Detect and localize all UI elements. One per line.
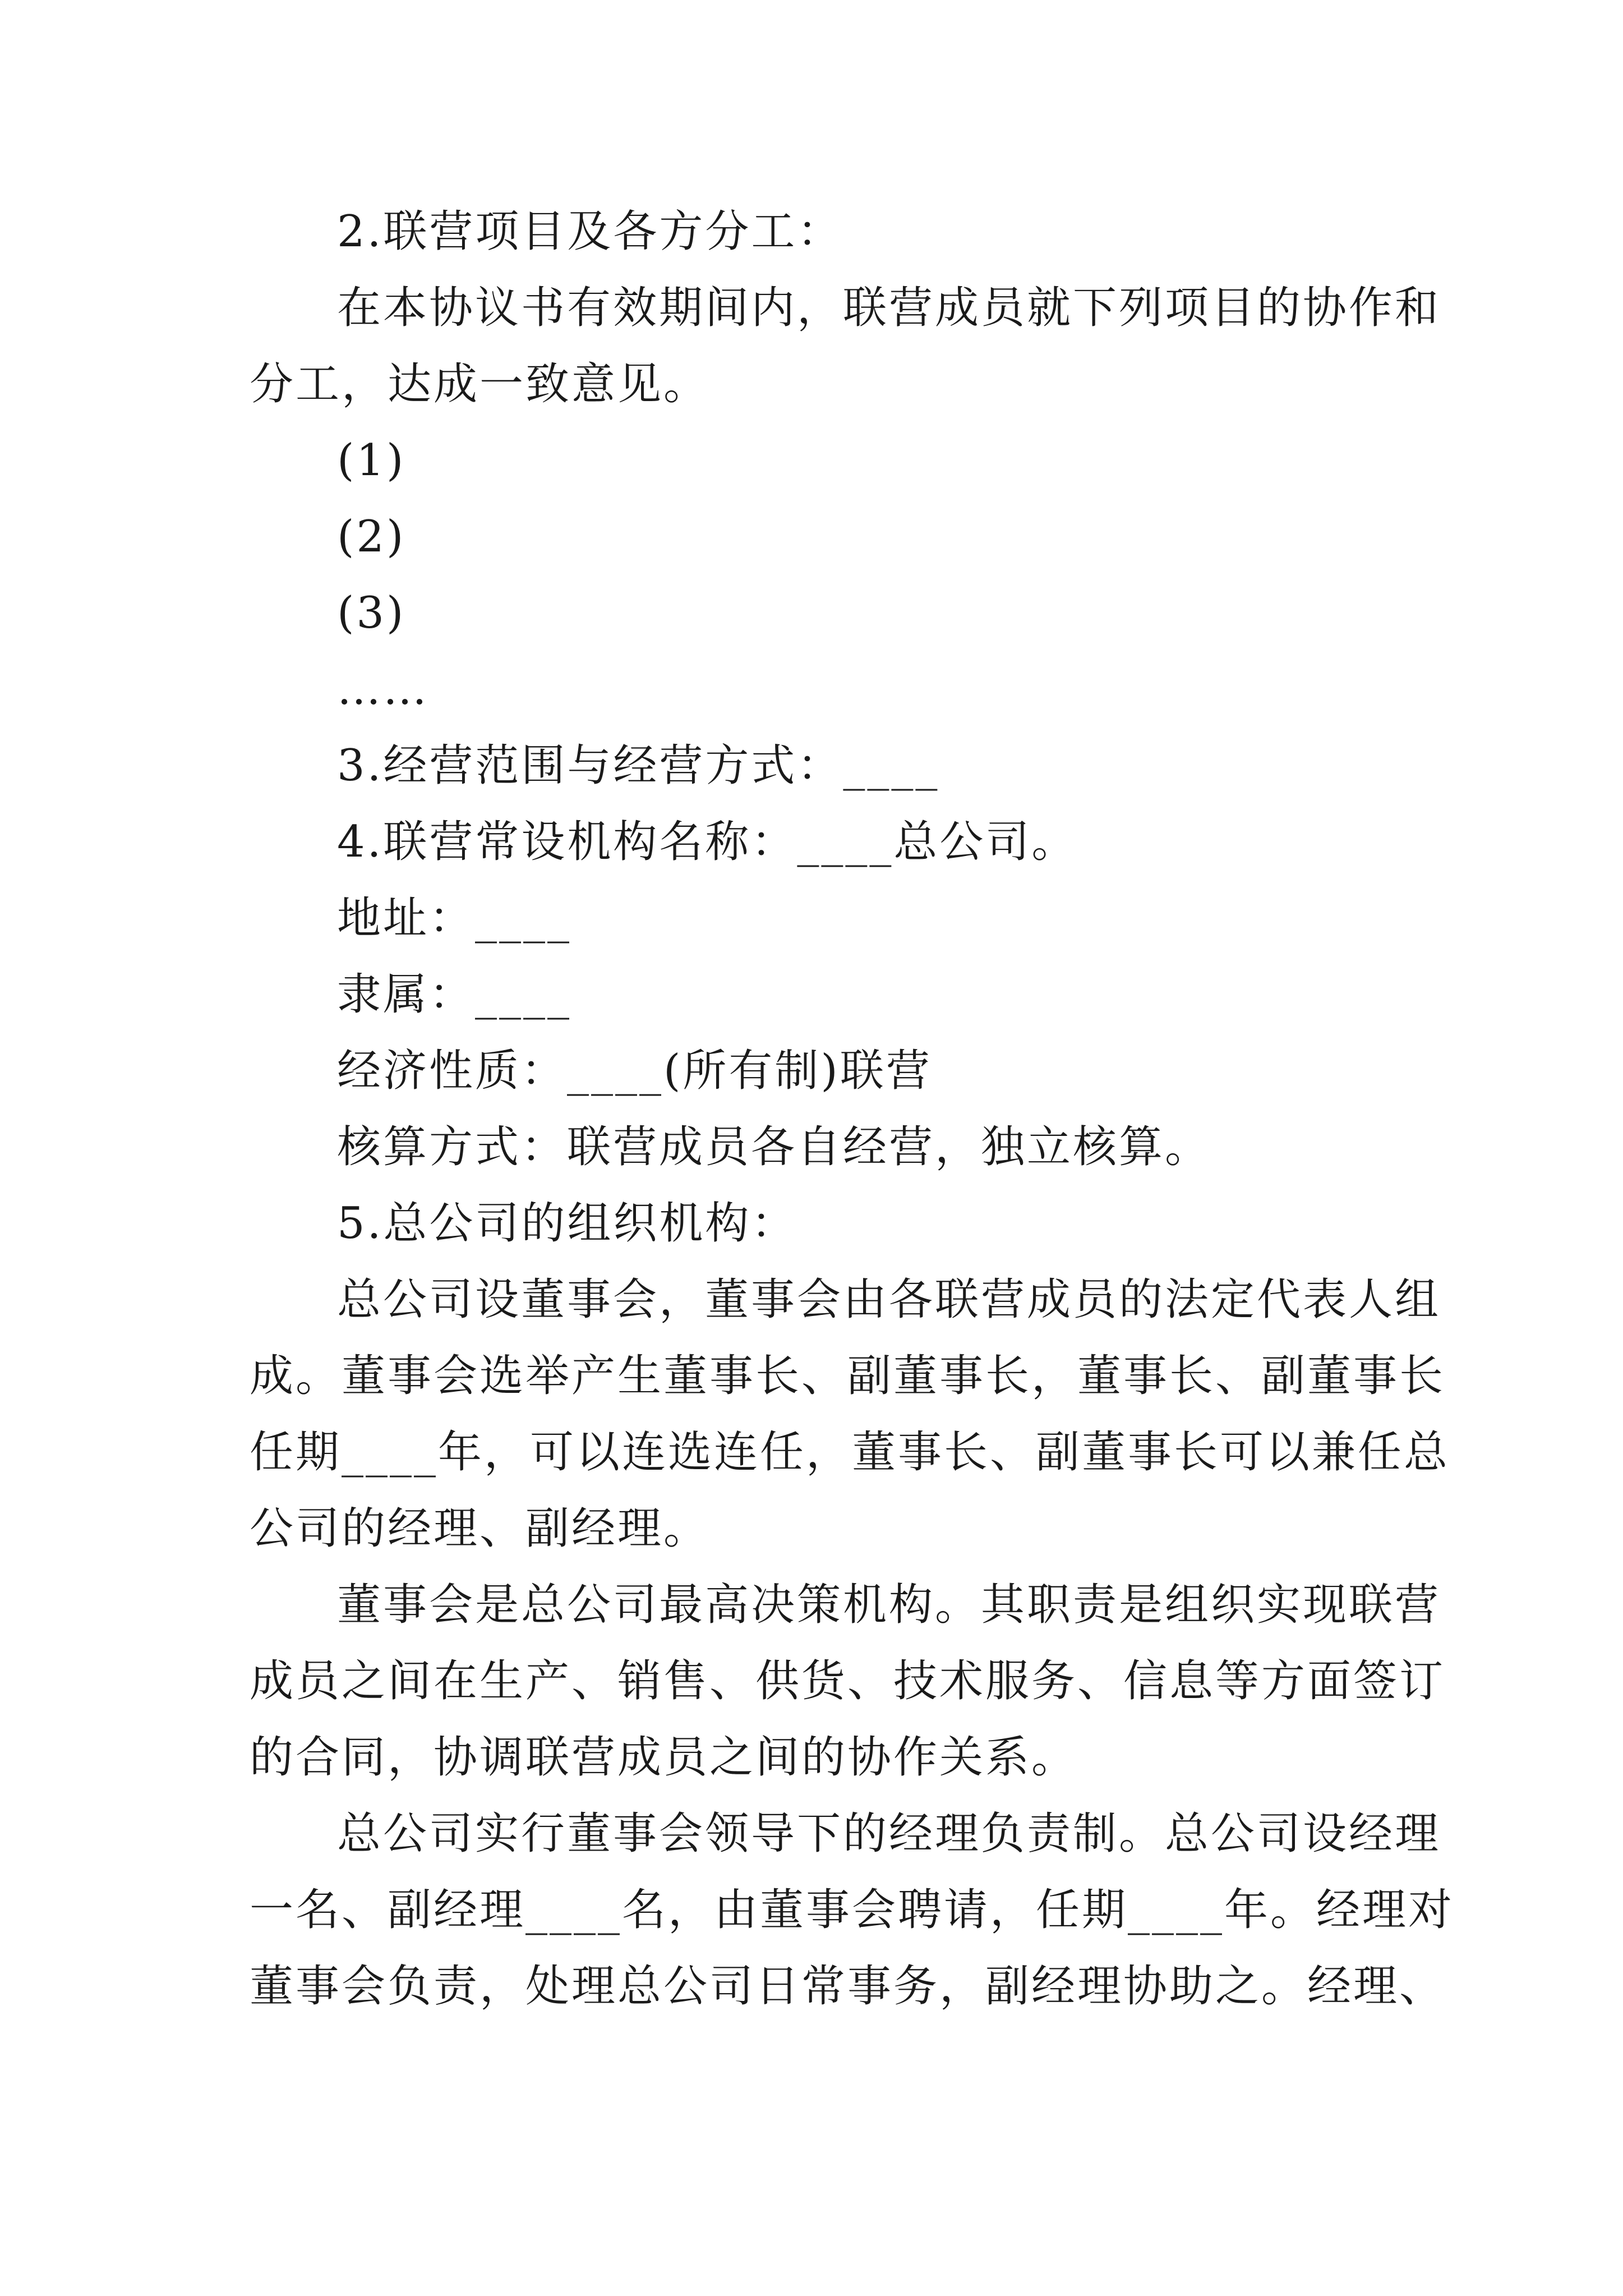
list-ellipsis: …… <box>337 664 429 715</box>
paragraph-line: 董事会是总公司最高决策机构。其职责是组织实现联营 <box>337 1580 1441 1630</box>
field-economic-nature: 经济性质：____(所有制)联营 <box>337 1046 932 1096</box>
field-affiliation: 隶属：____ <box>337 969 572 1020</box>
paragraph-line: 的合同，协调联营成员之间的协作关系。 <box>250 1732 1078 1783</box>
paragraph-line: 公司的经理、副经理。 <box>250 1503 710 1554</box>
paragraph-line: 总公司实行董事会领导下的经理负责制。总公司设经理 <box>337 1809 1441 1859</box>
paragraph-line: 成。董事会选举产生董事长、副董事长，董事长、副董事长 <box>250 1351 1446 1401</box>
paragraph-line: 总公司设董事会，董事会由各联营成员的法定代表人组 <box>337 1274 1441 1325</box>
section-heading-4: 4.联营常设机构名称：____总公司。 <box>337 817 1078 867</box>
paragraph-line: 在本协议书有效期间内，联营成员就下列项目的协作和 <box>337 283 1441 333</box>
list-item-3: (3) <box>337 588 406 638</box>
field-address: 地址：____ <box>337 893 572 944</box>
document-body <box>250 194 1455 2024</box>
list-item-2: (2) <box>337 512 406 562</box>
paragraph-line: 成员之间在生产、销售、供货、技术服务、信息等方面签订 <box>250 1656 1446 1706</box>
list-item-1: (1) <box>337 435 406 486</box>
field-accounting-method: 核算方式：联营成员各自经营，独立核算。 <box>337 1122 1211 1172</box>
section-heading-5: 5.总公司的组织机构： <box>337 1198 797 1249</box>
paragraph-line: 一名、副经理____名，由董事会聘请，任期____年。经理对 <box>250 1885 1455 1935</box>
paragraph-line: 任期____年，可以连选连任，董事长、副董事长可以兼任总 <box>250 1427 1450 1478</box>
section-heading-2: 2.联营项目及各方分工： <box>337 206 843 257</box>
section-heading-3: 3.经营范围与经营方式：____ <box>337 740 940 791</box>
paragraph-line: 董事会负责，处理总公司日常事务，副经理协助之。经理、 <box>250 1961 1446 2012</box>
paragraph-line: 分工，达成一致意见。 <box>250 359 710 409</box>
